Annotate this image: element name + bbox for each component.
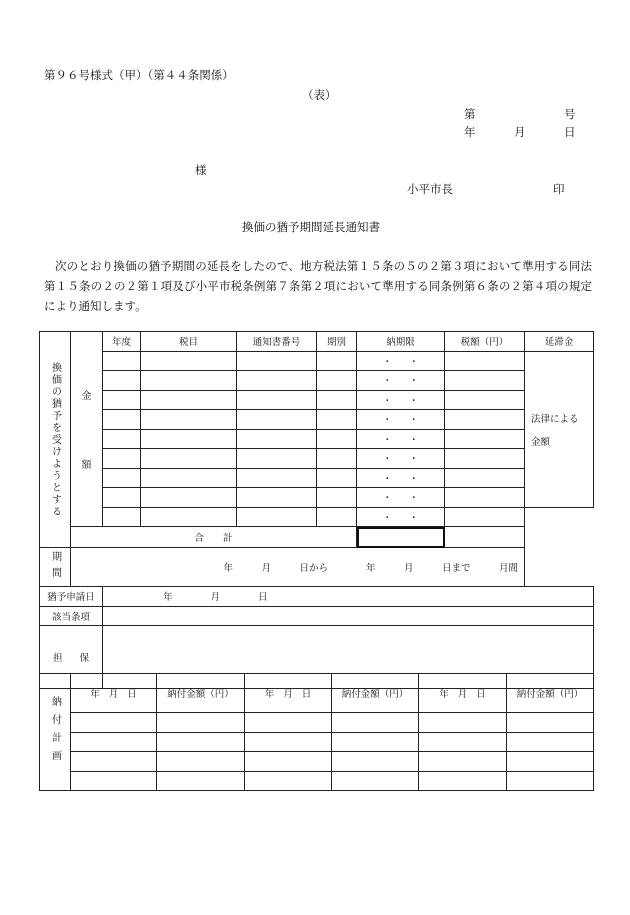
cell-due-date[interactable]: ・ ・	[357, 390, 445, 410]
cell-notice[interactable]	[237, 449, 317, 469]
cell-year[interactable]	[103, 449, 141, 469]
plan-cell[interactable]	[71, 732, 157, 752]
plan-cell[interactable]	[245, 752, 332, 772]
applicable-clause-value[interactable]	[103, 606, 594, 626]
total-amount[interactable]	[357, 527, 445, 548]
cell-due-date[interactable]: ・ ・	[357, 351, 445, 371]
cell-amount[interactable]	[445, 507, 525, 527]
plan-col-date: 年 月 日	[245, 674, 332, 713]
date-month: 月	[514, 125, 526, 139]
cell-year[interactable]	[103, 429, 141, 449]
application-date-label: 猶予申請日	[40, 587, 103, 607]
cell-notice[interactable]	[237, 507, 317, 527]
plan-label: 納付計画	[49, 696, 61, 768]
collateral-label: 担 保	[40, 626, 103, 689]
cell-tax-item[interactable]	[141, 449, 237, 469]
plan-cell[interactable]	[332, 752, 419, 772]
cell-period[interactable]	[317, 507, 357, 527]
plan-cell[interactable]	[332, 771, 419, 791]
cell-period[interactable]	[317, 390, 357, 410]
cell-due-date[interactable]: ・ ・	[357, 507, 445, 527]
plan-cell[interactable]	[245, 771, 332, 791]
total-label: 合 計	[71, 527, 357, 548]
plan-cell[interactable]	[419, 732, 507, 752]
cell-notice[interactable]	[237, 429, 317, 449]
cell-tax-item[interactable]	[141, 410, 237, 430]
plan-cell[interactable]	[507, 771, 594, 791]
plan-label-cell	[40, 674, 71, 791]
plan-cell[interactable]	[419, 752, 507, 772]
cell-notice[interactable]	[237, 468, 317, 488]
cell-amount[interactable]	[445, 468, 525, 488]
plan-cell[interactable]	[157, 713, 245, 733]
plan-cell[interactable]	[507, 752, 594, 772]
cell-notice[interactable]	[237, 488, 317, 508]
amount-label-cell	[71, 332, 103, 527]
date-day: 日	[564, 125, 576, 139]
section-label-cell	[40, 332, 71, 548]
cell-amount[interactable]	[445, 488, 525, 508]
application-date-value[interactable]: 年 月 日	[103, 587, 594, 607]
cell-year[interactable]	[103, 390, 141, 410]
period-label-cell	[40, 548, 71, 587]
cell-year[interactable]	[103, 351, 141, 371]
cell-year[interactable]	[103, 488, 141, 508]
plan-cell[interactable]	[157, 732, 245, 752]
plan-cell[interactable]	[419, 771, 507, 791]
number-prefix: 第	[464, 107, 476, 121]
cell-tax-item[interactable]	[141, 351, 237, 371]
cell-amount[interactable]	[445, 410, 525, 430]
plan-cell[interactable]	[157, 771, 245, 791]
cell-notice[interactable]	[237, 390, 317, 410]
plan-col-date: 年 月 日	[71, 674, 157, 713]
plan-cell[interactable]	[157, 752, 245, 772]
col-tax-amount: 税額（円）	[445, 332, 525, 352]
col-late-fee: 延滞金	[525, 332, 594, 352]
col-period: 期別	[317, 332, 357, 352]
date-year: 年	[464, 125, 476, 139]
front-side-label: （表）	[302, 88, 337, 102]
cell-amount[interactable]	[445, 371, 525, 391]
cell-tax-item[interactable]	[141, 488, 237, 508]
plan-col-amount: 納付金額（円）	[157, 674, 245, 713]
period-label: 期間	[49, 551, 61, 583]
cell-period[interactable]	[317, 429, 357, 449]
plan-col-amount: 納付金額（円）	[507, 674, 594, 713]
col-tax-item: 税目	[141, 332, 237, 352]
cell-period[interactable]	[317, 449, 357, 469]
cell-due-date[interactable]: ・ ・	[357, 488, 445, 508]
col-notice-number: 通知書番号	[237, 332, 317, 352]
plan-col-amount: 納付金額（円）	[332, 674, 419, 713]
cell-due-date[interactable]: ・ ・	[357, 429, 445, 449]
cell-notice[interactable]	[237, 371, 317, 391]
plan-cell[interactable]	[419, 713, 507, 733]
plan-cell[interactable]	[71, 752, 157, 772]
document-title: 換価の猶予期間延長通知書	[242, 220, 380, 234]
cell-tax-item[interactable]	[141, 468, 237, 488]
cell-due-date[interactable]: ・ ・	[357, 468, 445, 488]
plan-cell[interactable]	[507, 732, 594, 752]
cell-tax-item[interactable]	[141, 507, 237, 527]
plan-cell[interactable]	[245, 732, 332, 752]
amount-label-top: 金	[81, 391, 92, 402]
body-paragraph: 次のとおり換価の猶予期間の延長をしたので、地方税法第１５条の５の２第３項において準用する同法第１５条の２の２第１項及び小平市税条例第７条第２項において準用する同条例第６条の２第４項の規定により通知します。	[44, 259, 592, 313]
cell-period[interactable]	[317, 410, 357, 430]
cell-period[interactable]	[317, 371, 357, 391]
cell-notice[interactable]	[237, 351, 317, 371]
plan-cell[interactable]	[507, 713, 594, 733]
cell-tax-item[interactable]	[141, 390, 237, 410]
cell-year[interactable]	[103, 410, 141, 430]
plan-cell[interactable]	[71, 713, 157, 733]
cell-due-date[interactable]: ・ ・	[357, 449, 445, 469]
section-label: 換価の猶予を受けようとする	[49, 361, 61, 518]
col-due-date: 納期限	[357, 332, 445, 352]
cell-tax-item[interactable]	[141, 429, 237, 449]
cell-period[interactable]	[317, 351, 357, 371]
payment-plan-table	[39, 673, 594, 791]
cell-tax-item[interactable]	[141, 371, 237, 391]
plan-col-date: 年 月 日	[419, 674, 507, 713]
late-fee-note-1: 法律による	[531, 413, 579, 425]
amount-label-bottom: 額	[81, 460, 92, 471]
late-fee-note-2: 金額	[531, 436, 551, 448]
cell-notice[interactable]	[237, 410, 317, 430]
cell-year[interactable]	[103, 371, 141, 391]
plan-cell[interactable]	[332, 732, 419, 752]
seal-mark: 印	[553, 182, 565, 196]
total-late-fee[interactable]	[445, 527, 525, 548]
cell-year[interactable]	[103, 507, 141, 527]
mayor-label: 小平市長	[407, 182, 453, 196]
applicable-clause-label: 該当条項	[40, 606, 103, 626]
cell-amount[interactable]	[445, 351, 525, 371]
cell-due-date[interactable]: ・ ・	[357, 371, 445, 391]
col-fiscal-year: 年度	[103, 332, 141, 352]
form-number: 第９６号様式（甲）（第４４条関係）	[44, 68, 234, 82]
plan-cell[interactable]	[71, 771, 157, 791]
cell-amount[interactable]	[445, 449, 525, 469]
late-fee-note-cell	[525, 351, 594, 507]
cell-period[interactable]	[317, 468, 357, 488]
plan-cell[interactable]	[245, 713, 332, 733]
number-suffix: 号	[564, 107, 576, 121]
cell-due-date[interactable]: ・ ・	[357, 410, 445, 430]
period-value[interactable]: 年 月 日から 年 月 日まで 月間	[71, 548, 525, 587]
cell-period[interactable]	[317, 488, 357, 508]
tax-table	[39, 331, 594, 689]
plan-cell[interactable]	[332, 713, 419, 733]
addressee-suffix: 様	[195, 163, 207, 177]
cell-amount[interactable]	[445, 429, 525, 449]
cell-amount[interactable]	[445, 390, 525, 410]
cell-year[interactable]	[103, 468, 141, 488]
